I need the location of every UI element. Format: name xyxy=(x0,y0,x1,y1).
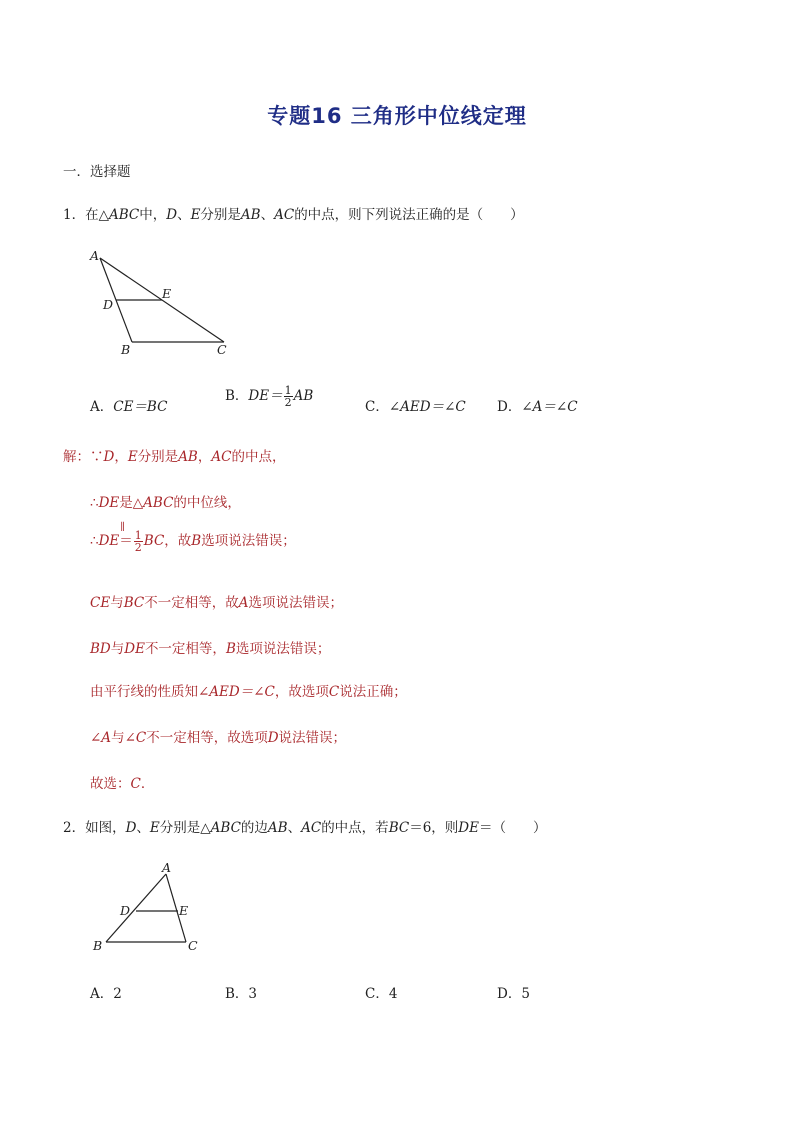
q1-label-d: D xyxy=(103,297,114,312)
q1-solution-line-7: ∠A与∠C不一定相等，故选项D说法错误； xyxy=(90,730,347,746)
q2-label-c: C xyxy=(188,938,198,953)
q2-label-b: B xyxy=(93,938,103,953)
q1-option-b-fraction: $\frac{1}{2}$ xyxy=(284,384,292,409)
q2-stem: 2．如图，D、E分别是△ABC的边AB、AC的中点，若BC＝6，则DE＝（ ） xyxy=(63,820,547,836)
q2-label-e: E xyxy=(179,903,189,918)
q1-stem: 1．在△ABC中，D、E分别是AB、AC的中点，则下列说法正确的是（ ） xyxy=(63,207,524,223)
q2-triangle-figure xyxy=(86,856,216,960)
page-title: 专题16 三角形中位线定理 xyxy=(267,104,527,128)
q1-option-c[interactable]: C．∠AED＝∠C xyxy=(365,399,466,415)
q1-solution-line-4: CE与BC不一定相等，故A选项说法错误； xyxy=(90,595,343,611)
q1-label-b: B xyxy=(121,342,131,357)
q1-label-a: A xyxy=(90,248,100,263)
q1-solution-fraction: $\frac{1}{2}$ xyxy=(134,529,142,554)
q1-option-b[interactable]: B．DE＝ $\frac{1}{2}$ AB xyxy=(225,384,314,409)
q2-label-a: A xyxy=(162,860,172,875)
q1-number: 1． xyxy=(63,207,86,223)
q1-option-a[interactable]: A．CE＝BC xyxy=(90,399,168,415)
q1-label-c: C xyxy=(217,342,227,357)
q2-option-d[interactable]: D．5 xyxy=(497,986,530,1002)
parallel-equal-symbol: ∥ ＝ xyxy=(119,522,133,549)
q2-option-a[interactable]: A．2 xyxy=(90,986,122,1002)
q2-side-ab xyxy=(106,874,166,942)
q2-number: 2． xyxy=(63,820,86,836)
q1-solution-line-5: BD与DE不一定相等，B选项说法错误； xyxy=(90,641,331,657)
q2-option-c[interactable]: C．4 xyxy=(365,986,398,1002)
q1-solution-line-8: 故选：C． xyxy=(90,776,155,792)
q1-triangle-figure xyxy=(80,244,250,364)
q1-solution-line-3: ∴DE ∥ ＝ $\frac{1}{2}$ BC，故B选项说法错误； xyxy=(90,522,296,554)
q1-label-e: E xyxy=(162,286,172,301)
section-heading: 一．选择题 xyxy=(63,164,131,180)
q1-solution-line-2: ∴DE是△ABC的中位线， xyxy=(90,495,241,511)
q1-option-d[interactable]: D．∠A＝∠C xyxy=(497,399,578,415)
q1-solution-line-6: 由平行线的性质知∠AED＝∠C，故选项C说法正确； xyxy=(90,684,407,700)
q1-solution-line-1: 解：∵D，E分别是AB，AC的中点， xyxy=(63,449,286,465)
q2-label-d: D xyxy=(120,903,131,918)
q2-option-b[interactable]: B．3 xyxy=(225,986,258,1002)
